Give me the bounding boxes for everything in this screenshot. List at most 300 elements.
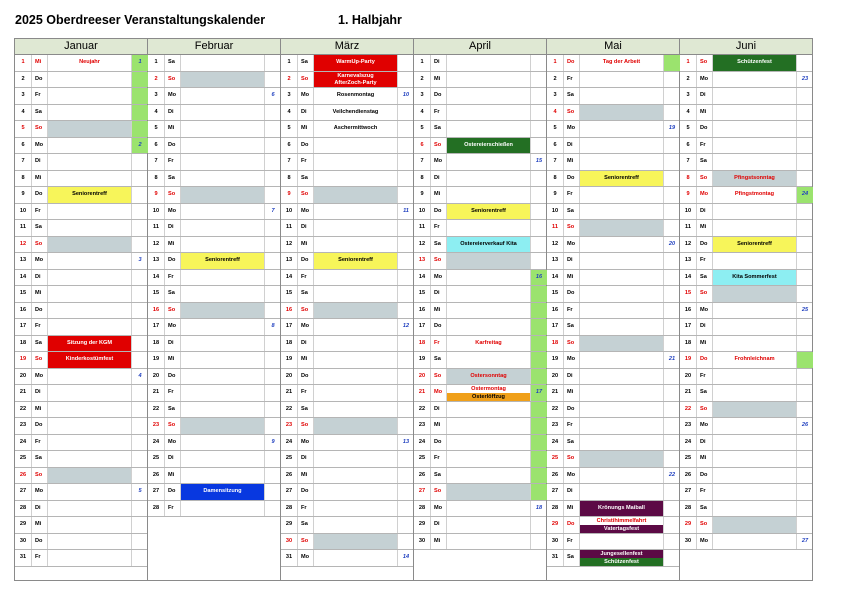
week-number: 4 bbox=[138, 372, 142, 379]
day-row bbox=[680, 286, 812, 303]
day-row bbox=[547, 468, 679, 485]
week-number bbox=[797, 237, 813, 253]
event-cell bbox=[580, 534, 664, 550]
week-number bbox=[132, 550, 148, 566]
day-number: 29 bbox=[680, 517, 697, 533]
day-row bbox=[148, 220, 280, 237]
event-cell bbox=[713, 138, 797, 154]
weekday: Sa bbox=[165, 402, 181, 418]
weekday: Mo bbox=[431, 385, 447, 401]
day-number: 19 bbox=[15, 352, 32, 368]
week-number bbox=[664, 435, 680, 451]
weekday: Mi bbox=[165, 237, 181, 253]
event-cell bbox=[314, 418, 398, 434]
weekday: Fr bbox=[431, 220, 447, 236]
day-row bbox=[148, 484, 280, 501]
day-row bbox=[281, 385, 413, 402]
weekday: Fr bbox=[564, 187, 580, 203]
week-number bbox=[398, 517, 414, 533]
week-number: 14 bbox=[402, 554, 410, 560]
day-number: 27 bbox=[414, 484, 431, 500]
weekday: Mo bbox=[165, 319, 181, 335]
weekday: Mo bbox=[32, 369, 48, 385]
day-number: 25 bbox=[414, 451, 431, 467]
event-cell bbox=[580, 468, 664, 484]
weekday: So bbox=[165, 187, 181, 203]
day-row bbox=[148, 55, 280, 72]
week-number bbox=[531, 105, 547, 121]
day-number: 4 bbox=[281, 105, 298, 121]
day-row bbox=[414, 138, 546, 155]
weekday: Mo bbox=[32, 484, 48, 500]
day-number: 16 bbox=[15, 303, 32, 319]
event-cell bbox=[314, 369, 398, 385]
event-cell bbox=[48, 352, 132, 368]
event-cell bbox=[713, 88, 797, 104]
day-number: 6 bbox=[281, 138, 298, 154]
weekday: Sa bbox=[697, 154, 713, 170]
event-cell bbox=[713, 55, 797, 71]
day-row bbox=[15, 187, 147, 204]
day-number: 21 bbox=[414, 385, 431, 401]
weekday: Fr bbox=[298, 270, 314, 286]
day-number: 13 bbox=[15, 253, 32, 269]
event-label: Damensitzung bbox=[181, 484, 264, 500]
weekday: Sa bbox=[32, 220, 48, 236]
weekday: Sa bbox=[32, 451, 48, 467]
event-cell bbox=[314, 187, 398, 203]
day-row bbox=[281, 72, 413, 89]
day-row bbox=[281, 138, 413, 155]
event-cell bbox=[447, 171, 531, 187]
week-number bbox=[265, 270, 281, 286]
week-number bbox=[132, 237, 148, 253]
weekday: So bbox=[32, 468, 48, 484]
weekday: Sa bbox=[564, 319, 580, 335]
weekday: Mi bbox=[564, 501, 580, 517]
week-number: 3 bbox=[138, 257, 142, 263]
event-label: Seniorentreff bbox=[580, 171, 663, 187]
week-number bbox=[132, 220, 148, 236]
week-number bbox=[531, 253, 547, 269]
event-label: Tag der Arbeit bbox=[602, 59, 641, 65]
weekday: Sa bbox=[298, 517, 314, 533]
event-label: Aschermittwoch bbox=[333, 125, 378, 131]
weekday: Di bbox=[431, 286, 447, 302]
weekday: Mo bbox=[431, 501, 447, 517]
week-number bbox=[531, 468, 547, 484]
day-row bbox=[414, 484, 546, 501]
day-row bbox=[680, 72, 812, 89]
event-label: Kinderkostümfest bbox=[48, 352, 131, 368]
day-row bbox=[148, 171, 280, 188]
week-number: 10 bbox=[402, 92, 410, 98]
day-number: 16 bbox=[148, 303, 165, 319]
weekday: Di bbox=[697, 204, 713, 220]
weekday: Do bbox=[165, 253, 181, 269]
week-number bbox=[132, 402, 148, 418]
day-number: 1 bbox=[680, 55, 697, 71]
week-number bbox=[664, 303, 680, 319]
day-row bbox=[414, 534, 546, 551]
week-number bbox=[265, 451, 281, 467]
weekday: Mo bbox=[564, 121, 580, 137]
weekday: Do bbox=[697, 237, 713, 253]
event-cell bbox=[314, 220, 398, 236]
month-column bbox=[15, 39, 148, 580]
weekday: Mi bbox=[564, 270, 580, 286]
day-number: 10 bbox=[414, 204, 431, 220]
day-row bbox=[15, 270, 147, 287]
week-number bbox=[398, 402, 414, 418]
day-number: 19 bbox=[148, 352, 165, 368]
weekday: Mi bbox=[431, 534, 447, 550]
weekday: Fr bbox=[431, 451, 447, 467]
day-number: 12 bbox=[148, 237, 165, 253]
day-number: 4 bbox=[148, 105, 165, 121]
event-cell bbox=[181, 336, 265, 352]
day-number: 29 bbox=[281, 517, 298, 533]
week-number: 6 bbox=[271, 92, 275, 98]
day-row bbox=[680, 534, 812, 551]
day-row bbox=[281, 204, 413, 221]
month-header: Juni bbox=[680, 39, 812, 55]
event-cell bbox=[580, 352, 664, 368]
day-number: 3 bbox=[281, 88, 298, 104]
weekday: So bbox=[298, 534, 314, 550]
weekday: Mi bbox=[697, 105, 713, 121]
event-label: Neujahr bbox=[79, 59, 100, 65]
event-cell bbox=[181, 385, 265, 401]
day-row bbox=[680, 303, 812, 320]
weekday: Fr bbox=[32, 88, 48, 104]
weekday: Do bbox=[32, 534, 48, 550]
event-cell bbox=[713, 105, 797, 121]
weekday: Di bbox=[165, 336, 181, 352]
event-cell bbox=[447, 517, 531, 533]
day-number: 17 bbox=[680, 319, 697, 335]
day-number: 12 bbox=[281, 237, 298, 253]
event-label: Schützenfest bbox=[580, 558, 663, 566]
week-number bbox=[398, 138, 414, 154]
day-row bbox=[680, 270, 812, 287]
week-number bbox=[132, 385, 148, 401]
month-header: März bbox=[281, 39, 413, 55]
event-cell bbox=[713, 187, 797, 203]
weekday: Mo bbox=[298, 435, 314, 451]
week-number: 1 bbox=[132, 55, 148, 71]
weekday: Mi bbox=[165, 352, 181, 368]
day-number: 9 bbox=[680, 187, 697, 203]
weekday: Mo bbox=[564, 237, 580, 253]
week-number bbox=[132, 171, 148, 187]
weekday: So bbox=[32, 237, 48, 253]
month-header: Januar bbox=[15, 39, 147, 55]
event-cell bbox=[181, 204, 265, 220]
weekday: Di bbox=[165, 105, 181, 121]
day-number: 25 bbox=[281, 451, 298, 467]
week-number bbox=[797, 154, 813, 170]
day-number: 10 bbox=[680, 204, 697, 220]
day-number: 1 bbox=[547, 55, 564, 71]
day-row bbox=[547, 171, 679, 188]
day-number: 26 bbox=[148, 468, 165, 484]
day-number: 5 bbox=[148, 121, 165, 137]
event-cell bbox=[447, 484, 531, 500]
weekday: So bbox=[697, 171, 713, 187]
day-number: 9 bbox=[281, 187, 298, 203]
day-row bbox=[547, 336, 679, 353]
event-cell bbox=[48, 88, 132, 104]
event-label: Pfingstmontag bbox=[734, 191, 775, 197]
day-number: 18 bbox=[680, 336, 697, 352]
day-row bbox=[680, 336, 812, 353]
month-header: April bbox=[414, 39, 546, 55]
event-cell bbox=[447, 72, 531, 88]
week-number bbox=[531, 418, 547, 434]
weekday: Di bbox=[32, 154, 48, 170]
day-number: 12 bbox=[15, 237, 32, 253]
event-cell bbox=[48, 270, 132, 286]
day-number: 27 bbox=[281, 484, 298, 500]
event-cell bbox=[314, 253, 398, 269]
week-number bbox=[797, 88, 813, 104]
week-number bbox=[531, 187, 547, 203]
weekday: So bbox=[564, 220, 580, 236]
weekday: Sa bbox=[431, 468, 447, 484]
weekday: So bbox=[564, 105, 580, 121]
weekday: Mi bbox=[298, 468, 314, 484]
day-row bbox=[281, 501, 413, 518]
event-cell bbox=[314, 105, 398, 121]
event-cell bbox=[713, 171, 797, 187]
day-row bbox=[15, 319, 147, 336]
weekday: Di bbox=[431, 171, 447, 187]
week-number bbox=[398, 286, 414, 302]
weekday: Sa bbox=[165, 171, 181, 187]
event-label: Seniorentreff bbox=[314, 253, 397, 269]
day-number: 7 bbox=[15, 154, 32, 170]
week-number bbox=[664, 286, 680, 302]
day-row bbox=[547, 534, 679, 551]
week-number bbox=[398, 369, 414, 385]
day-number: 29 bbox=[414, 517, 431, 533]
weekday: Mi bbox=[697, 220, 713, 236]
weekday: Do bbox=[564, 55, 580, 71]
day-number: 1 bbox=[414, 55, 431, 71]
event-cell bbox=[580, 369, 664, 385]
weekday: Fr bbox=[697, 484, 713, 500]
event-cell bbox=[181, 286, 265, 302]
week-number bbox=[132, 121, 148, 137]
day-row bbox=[414, 121, 546, 138]
week-number bbox=[398, 55, 414, 71]
day-row bbox=[281, 303, 413, 320]
weekday: Mi bbox=[298, 121, 314, 137]
day-row bbox=[680, 88, 812, 105]
weekday: So bbox=[564, 451, 580, 467]
day-row bbox=[15, 286, 147, 303]
week-number bbox=[531, 451, 547, 467]
week-number bbox=[132, 303, 148, 319]
month-header: Mai bbox=[547, 39, 679, 55]
week-number bbox=[398, 237, 414, 253]
day-number: 22 bbox=[547, 402, 564, 418]
day-number: 11 bbox=[281, 220, 298, 236]
weekday: Mi bbox=[165, 468, 181, 484]
event-label: Kita Sommerfest bbox=[713, 270, 796, 286]
day-number: 29 bbox=[547, 517, 564, 533]
week-number bbox=[664, 336, 680, 352]
day-number: 22 bbox=[148, 402, 165, 418]
weekday: So bbox=[564, 336, 580, 352]
weekday: Fr bbox=[697, 369, 713, 385]
day-row bbox=[281, 286, 413, 303]
week-number bbox=[132, 435, 148, 451]
weekday: Mi bbox=[298, 237, 314, 253]
weekday: Do bbox=[32, 72, 48, 88]
week-number bbox=[664, 517, 680, 533]
day-row bbox=[281, 88, 413, 105]
day-row bbox=[281, 171, 413, 188]
day-row bbox=[680, 171, 812, 188]
week-number bbox=[664, 154, 680, 170]
day-number: 14 bbox=[547, 270, 564, 286]
day-number: 13 bbox=[281, 253, 298, 269]
day-row bbox=[680, 105, 812, 122]
day-row bbox=[15, 253, 147, 270]
weekday: Fr bbox=[564, 534, 580, 550]
event-cell bbox=[713, 237, 797, 253]
weekday: Di bbox=[431, 55, 447, 71]
day-number: 10 bbox=[15, 204, 32, 220]
event-cell bbox=[181, 237, 265, 253]
day-number: 27 bbox=[15, 484, 32, 500]
weekday: Do bbox=[564, 171, 580, 187]
day-number: 17 bbox=[15, 319, 32, 335]
event-cell bbox=[48, 385, 132, 401]
week-number bbox=[265, 286, 281, 302]
day-number: 5 bbox=[15, 121, 32, 137]
day-number: 18 bbox=[547, 336, 564, 352]
day-number: 20 bbox=[15, 369, 32, 385]
day-row bbox=[148, 303, 280, 320]
event-cell bbox=[447, 435, 531, 451]
week-number bbox=[132, 336, 148, 352]
week-number bbox=[664, 484, 680, 500]
weekday: Sa bbox=[564, 88, 580, 104]
day-row bbox=[281, 253, 413, 270]
event-cell bbox=[580, 154, 664, 170]
event-cell bbox=[48, 204, 132, 220]
event-label: Veilchendienstag bbox=[332, 108, 379, 115]
day-number: 23 bbox=[15, 418, 32, 434]
weekday: Mi bbox=[431, 418, 447, 434]
weekday: Sa bbox=[298, 55, 314, 71]
event-label: Seniorentreff bbox=[48, 187, 131, 203]
week-number bbox=[531, 336, 547, 352]
day-row bbox=[15, 484, 147, 501]
week-number bbox=[132, 319, 148, 335]
event-cell bbox=[447, 336, 531, 352]
day-number: 15 bbox=[281, 286, 298, 302]
day-row bbox=[414, 55, 546, 72]
day-row bbox=[414, 435, 546, 452]
weekday: Mo bbox=[298, 550, 314, 566]
day-row bbox=[414, 270, 546, 287]
event-cell bbox=[580, 237, 664, 253]
week-number bbox=[398, 253, 414, 269]
week-number bbox=[664, 88, 680, 104]
day-row bbox=[148, 385, 280, 402]
weekday: Do bbox=[165, 138, 181, 154]
day-number: 27 bbox=[148, 484, 165, 500]
weekday: Di bbox=[697, 319, 713, 335]
day-number: 19 bbox=[281, 352, 298, 368]
day-row bbox=[15, 204, 147, 221]
week-number bbox=[664, 385, 680, 401]
week-number bbox=[797, 385, 813, 401]
week-number bbox=[664, 72, 680, 88]
day-row bbox=[547, 72, 679, 89]
event-cell bbox=[713, 154, 797, 170]
week-number bbox=[531, 319, 547, 335]
weekday: Mo bbox=[697, 418, 713, 434]
event-cell bbox=[447, 154, 531, 170]
week-number: 21 bbox=[668, 356, 676, 362]
week-number bbox=[132, 204, 148, 220]
week-number bbox=[398, 303, 414, 319]
day-number: 8 bbox=[547, 171, 564, 187]
week-number: 5 bbox=[138, 488, 142, 494]
day-row bbox=[148, 468, 280, 485]
weekday: So bbox=[697, 55, 713, 71]
event-cell bbox=[314, 435, 398, 451]
weekday: Mi bbox=[697, 336, 713, 352]
day-number: 24 bbox=[547, 435, 564, 451]
event-cell bbox=[48, 484, 132, 500]
day-row bbox=[414, 468, 546, 485]
event-cell bbox=[580, 303, 664, 319]
day-row bbox=[148, 352, 280, 369]
week-number bbox=[664, 369, 680, 385]
weekday: So bbox=[165, 418, 181, 434]
event-cell bbox=[713, 253, 797, 269]
day-row bbox=[547, 418, 679, 435]
day-row bbox=[414, 418, 546, 435]
day-row bbox=[414, 253, 546, 270]
day-number: 15 bbox=[414, 286, 431, 302]
day-row bbox=[414, 336, 546, 353]
week-number: 15 bbox=[535, 158, 543, 164]
week-number bbox=[531, 369, 547, 385]
day-row bbox=[547, 385, 679, 402]
event-cell bbox=[181, 402, 265, 418]
weekday: Mi bbox=[431, 72, 447, 88]
day-row bbox=[680, 468, 812, 485]
day-number: 2 bbox=[281, 72, 298, 88]
day-number: 9 bbox=[148, 187, 165, 203]
day-number: 3 bbox=[680, 88, 697, 104]
day-row bbox=[281, 105, 413, 122]
weekday: Mo bbox=[165, 88, 181, 104]
day-row bbox=[414, 501, 546, 518]
event-cell bbox=[447, 451, 531, 467]
event-cell bbox=[447, 121, 531, 137]
weekday: Sa bbox=[564, 550, 580, 566]
week-number bbox=[531, 72, 547, 88]
day-number: 2 bbox=[547, 72, 564, 88]
